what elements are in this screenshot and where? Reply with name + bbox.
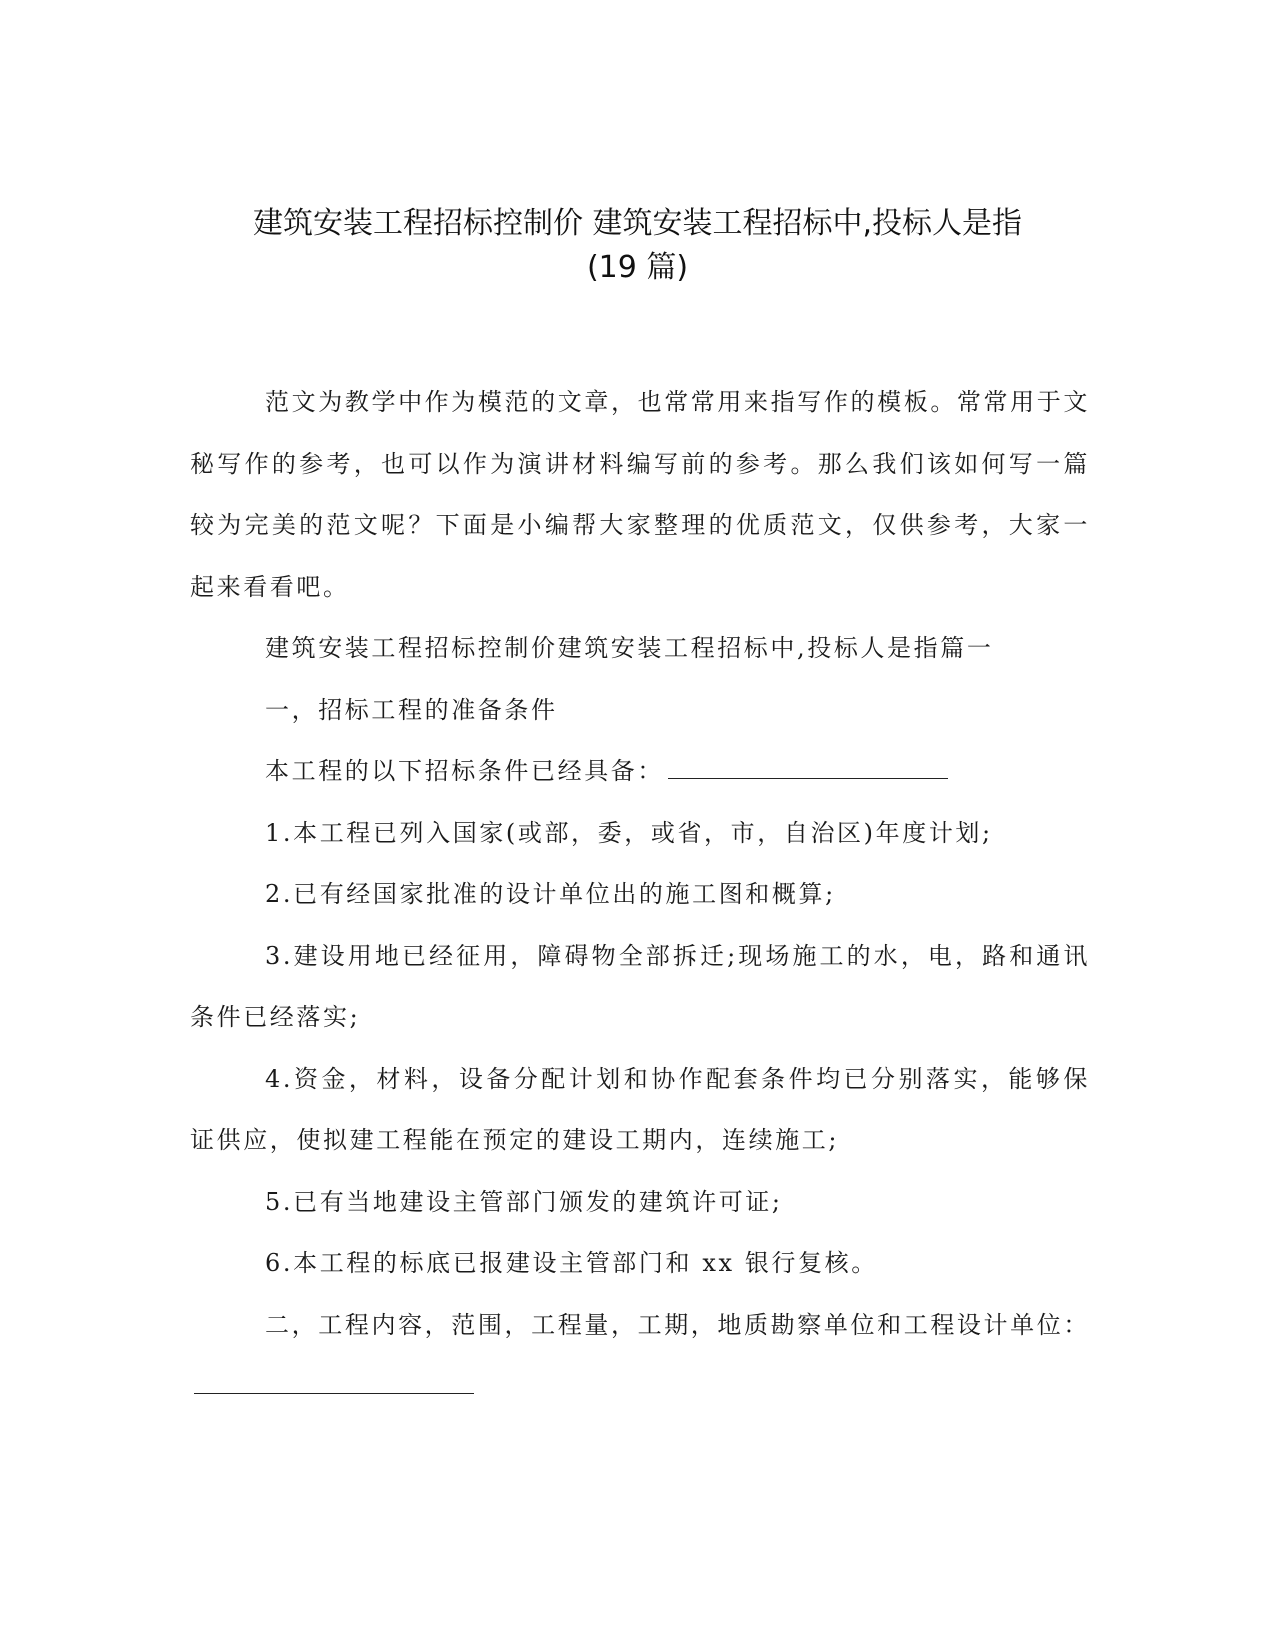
heading-one: 一，招标工程的准备条件 xyxy=(265,695,558,724)
document-title xyxy=(150,202,1125,290)
condition-item-1: 1.本工程已列入国家(或部，委，或省，市，自治区)年度计划; xyxy=(265,818,993,847)
conditions-intro-text: 本工程的以下招标条件已经具备： xyxy=(265,757,664,785)
condition-item-5: 5.已有当地建设主管部门颁发的建筑许可证; xyxy=(265,1187,783,1216)
heading-two-line xyxy=(190,1295,1090,1418)
fill-in-blank-line xyxy=(668,752,948,779)
heading-two-text: 二，工程内容，范围，工程量，工期，地质勘察单位和工程设计单位： xyxy=(265,1310,1090,1339)
intro-paragraph: 范文为教学中作为模范的文章，也常常用来指写作的模板。常常用于文秘写作的参考，也可以作为演讲材料编写前的参考。那么我们该如何写一篇较为完美的范文呢？下面是小编帮大家整理的优质范文，仅供参考，大家一起来看看吧。 xyxy=(190,388,1090,601)
condition-item-4: 4.资金，材料，设备分配计划和协作配套条件均已分别落实，能够保证供应，使拟建工程能在预定的建设工期内，连续施工; xyxy=(190,1064,1090,1154)
condition-item-3: 3.建设用地已经征用，障碍物全部拆迁;现场施工的水，电，路和通讯条件已经落实; xyxy=(190,941,1090,1031)
conditions-intro-line xyxy=(190,741,1090,803)
title-line-1: 建筑安装工程招标控制价 建筑安装工程招标中,投标人是指 xyxy=(252,206,1023,241)
condition-item-6: 6.本工程的标底已报建设主管部门和 xx 银行复核。 xyxy=(265,1249,878,1277)
document-body xyxy=(190,372,1090,1418)
fill-in-blank-line-2 xyxy=(194,1367,474,1394)
condition-item-2: 2.已有经国家批准的设计单位出的施工图和概算; xyxy=(265,880,836,908)
title-line-2: (19 篇) xyxy=(586,250,689,285)
section-heading: 建筑安装工程招标控制价建筑安装工程招标中,投标人是指篇一 xyxy=(265,634,994,662)
